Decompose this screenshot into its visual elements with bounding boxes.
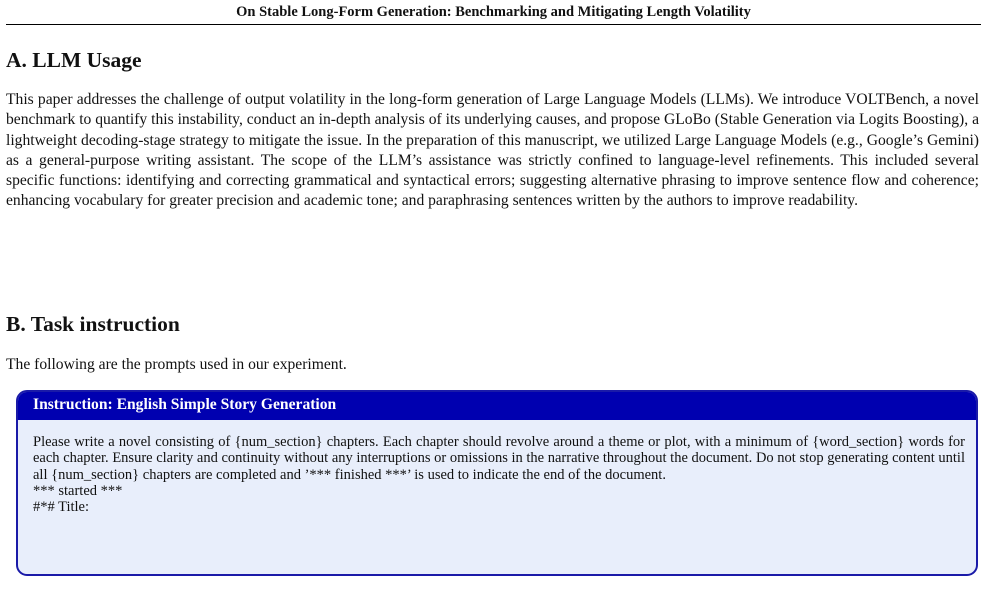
instruction-title-line: #*# Title: (33, 499, 90, 516)
section-a-paragraph: This paper addresses the challenge of output volatility in the long-form generation of Large Language Models (LLMs). We introduce VOLTBench, a novel benchmark to quantify this instability, conduct an in-depth analysis of its underlying causes, and propose GLoBo (Stable Generation via Logits Boosting), a lightweight decoding-stage strategy to mitigate the issue. In the preparation of this manuscript, we utilized Large Language Models (e.g., Google’s Gemini) as a general-purpose writing assistant. The scope of the LLM’s assistance was strictly confined to language-level refinements. This included several specific functions: identifying and correcting grammatical and syntactical errors; suggesting alternative phrasing to improve sentence flow and coherence; enhancing vocabulary for greater precision and academic tone; and paraphrasing sentences written by the authors to improve readability. (6, 91, 979, 210)
cutoff-text-fragment (6, 583, 979, 592)
section-b-intro: The following are the prompts used in our experiment. (6, 356, 347, 373)
instruction-box (16, 390, 978, 576)
instruction-box-body (18, 420, 976, 515)
section-b-title: B. Task instruction (6, 312, 180, 336)
running-header: On Stable Long-Form Generation: Benchmarking and Mitigating Length Volatility (6, 2, 981, 25)
instruction-box-title: Instruction: English Simple Story Generation (18, 392, 976, 420)
instruction-prompt-text: Please write a novel consisting of {num_section} chapters. Each chapter should revolve around a theme or plot, with a minimum of {word_section} words for each chapter. Ensure clarity and continuity without any interruptions or omissions in the narrative throughout the document. Do not stop generating content until all {num_section} chapters are completed and ’*** finished ***’ is used to indicate the end of the document. (33, 434, 965, 483)
instruction-started-line: *** started *** (33, 482, 123, 499)
section-a-title: A. LLM Usage (6, 48, 142, 72)
